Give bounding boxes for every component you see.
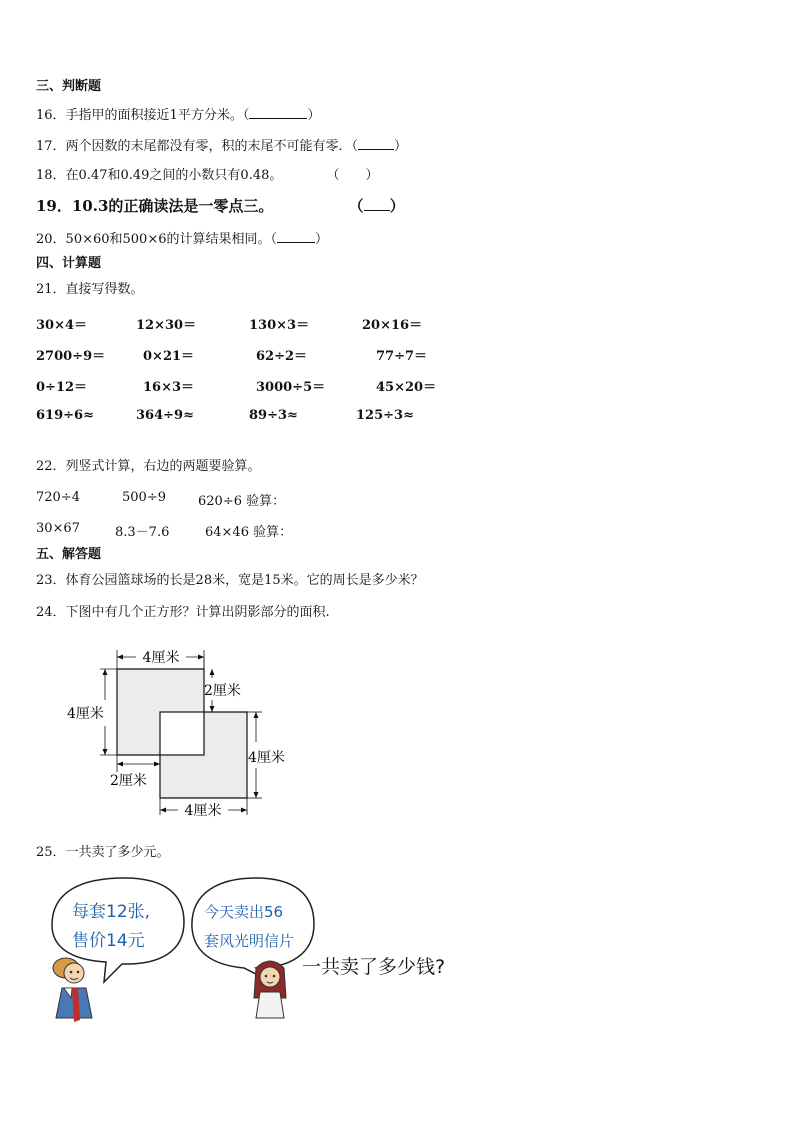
mental-math-item: 62÷2＝ <box>256 349 308 364</box>
mental-math-item: 130×3＝ <box>249 318 310 333</box>
question-17-text: 17．两个因数的末尾都没有零，积的末尾不可能有零．（ <box>36 139 359 154</box>
mental-math-item: 0×21＝ <box>143 349 195 364</box>
question-24: 24．下图中有几个正方形？计算出阴影部分的面积. <box>36 605 330 620</box>
column-calc-item: 720÷4 <box>36 490 80 505</box>
illustration-question: 一共卖了多少钱? <box>302 956 446 978</box>
question-21: 21．直接写得数。 <box>36 282 144 297</box>
dimension-label-left: 4厘米 <box>67 706 104 722</box>
mental-math-item: 125÷3≈ <box>356 408 414 423</box>
question-18 <box>36 168 379 184</box>
column-calc-item: 8.3－7.6 <box>115 525 170 540</box>
bubble-right-line2: 套风光明信片 <box>204 932 295 950</box>
person-left-icon <box>53 958 92 1022</box>
mental-math-item: 89÷3≈ <box>249 408 298 423</box>
answer-paren[interactable]: （ ） <box>326 168 379 183</box>
column-calc-item: 620÷6 验算： <box>198 494 286 509</box>
unshaded-square <box>160 712 204 755</box>
mental-math-item: 0÷12＝ <box>36 380 88 395</box>
question-23: 23．体育公园篮球场的长是28米，宽是15米。它的周长是多少米？ <box>36 573 424 588</box>
question-16 <box>36 106 320 124</box>
dimension-label-bottom-small: 2厘米 <box>110 773 147 789</box>
question-18-text: 18．在0.47和0.49之间的小数只有0.48。 <box>36 168 283 183</box>
question-20-text: 20．50×60和500×6的计算结果相同。（ <box>36 232 277 247</box>
bubble-left-line1: 每套12张, <box>72 902 151 922</box>
question-22: 22．列竖式计算，右边的两题要验算。 <box>36 459 261 474</box>
mental-math-item: 12×30＝ <box>136 318 197 333</box>
question-20 <box>36 230 328 248</box>
answer-blank[interactable] <box>249 106 307 119</box>
paren-close: ） <box>315 232 329 247</box>
person-right-icon <box>254 961 286 1018</box>
question-16-text: 16．手指甲的面积接近1平方分米。（ <box>36 108 250 123</box>
mental-math-item: 16×3＝ <box>143 380 195 395</box>
question-17 <box>36 137 407 155</box>
column-calc-item: 64×46 验算： <box>205 525 293 540</box>
section-heading-solve: 五、解答题 <box>36 547 102 562</box>
dimension-label-top: 4厘米 <box>142 650 180 666</box>
mental-math-item: 3000÷5＝ <box>256 380 326 395</box>
question-19 <box>36 198 405 214</box>
sales-illustration <box>44 870 454 1030</box>
mental-math-item: 619÷6≈ <box>36 408 94 423</box>
bubble-right-line1: 今天卖出56 <box>204 903 284 921</box>
mental-math-item: 30×4＝ <box>36 318 88 333</box>
bubble-left-line2: 售价14元 <box>72 931 145 951</box>
paren-close: ） <box>307 108 321 123</box>
mental-math-item: 45×20＝ <box>376 380 437 395</box>
question-25: 25．一共卖了多少元。 <box>36 845 170 860</box>
answer-blank[interactable] <box>364 198 390 211</box>
paren-open: （ <box>348 197 364 215</box>
mental-math-item: 77÷7＝ <box>376 349 428 364</box>
dimension-label-right-small: 2厘米 <box>204 683 241 699</box>
section-heading-calc: 四、计算题 <box>36 256 102 271</box>
dimension-label-right: 4厘米 <box>248 750 285 766</box>
column-calc-item: 500÷9 <box>122 490 166 505</box>
answer-blank[interactable] <box>277 230 315 243</box>
speech-bubble-right <box>192 878 314 982</box>
section-heading-judge: 三、判断题 <box>36 79 102 94</box>
mental-math-item: 364÷9≈ <box>136 408 194 423</box>
paren-close: ） <box>389 197 405 215</box>
dimension-label-bottom: 4厘米 <box>184 803 222 819</box>
answer-blank[interactable] <box>358 137 394 150</box>
mental-math-item: 20×16＝ <box>362 318 423 333</box>
paren-close: ） <box>394 139 408 154</box>
mental-math-item: 2700÷9＝ <box>36 349 106 364</box>
question-19-text: 19．10.3的正确读法是一零点三。 <box>36 197 274 215</box>
squares-figure <box>60 640 310 825</box>
column-calc-item: 30×67 <box>36 521 80 536</box>
